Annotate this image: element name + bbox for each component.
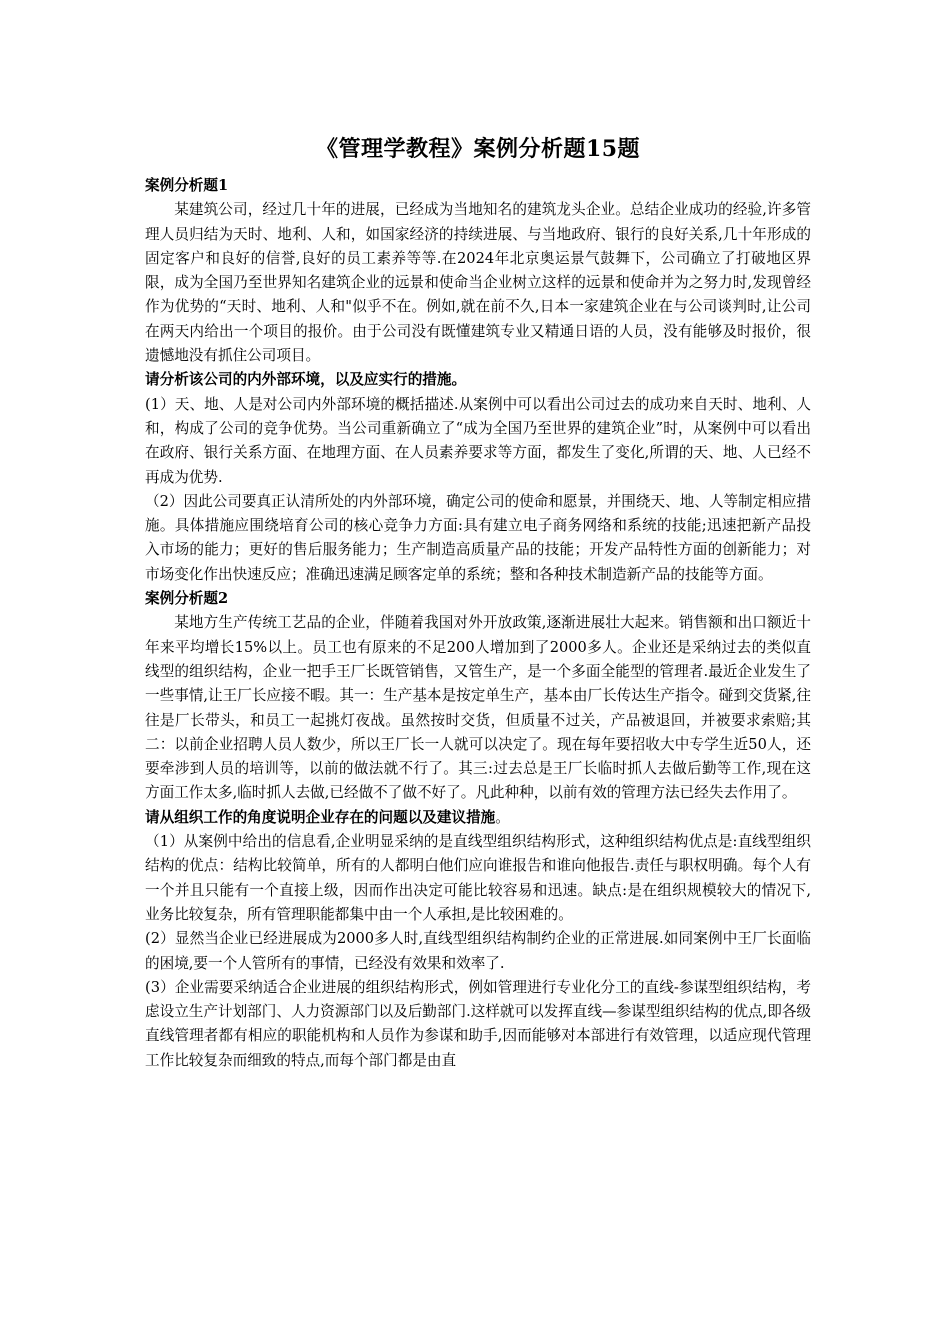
case1-heading: 案例分析题1 bbox=[145, 177, 229, 194]
case2-question-tail: 。 bbox=[495, 808, 510, 826]
case2-heading: 案例分析题2 bbox=[145, 590, 229, 608]
document-content bbox=[145, 132, 811, 1073]
case2-body: 某地方生产传统工艺品的企业，伴随着我国对外开放政策,逐渐进展壮大起来。销售额和出口额近十年来平均增长15%以上。员工也有原来的不足200人增加到了2000多人。企业还是采纳过去的类似直线型的组织结构，企业一把手王厂长既管销售，又管生产，是一个多面全能型的管理者.最近企业发生了一些事情,让王厂长应接不暇。其一：生产基本是按定单生产，基本由厂长传达生产指令。碰到交货紧,往往是厂长带头，和员工一起挑灯夜战。虽然按时交货，但质量不过关，产品被退回，并被要求索赔;其二：以前企业招聘人员人数少，所以王厂长一人就可以决定了。现在每年要招收大中专学生近50人，还要牵涉到人员的培训等，以前的做法就不行了。其三:过去总是王厂长临时抓人去做后勤等工作,现在这方面工作太多,临时抓人去做,已经做不了做不好了。凡此种种，以前有效的管理方法已经失去作用了。 bbox=[145, 614, 812, 802]
case1-question: 请分析该公司的内外部环境，以及应实行的措施。 bbox=[145, 371, 467, 389]
document-title: 《管理学教程》案例分析题15题 bbox=[315, 136, 641, 162]
case2-answer-1: （1）从案例中给出的信息看,企业明显采纳的是直线型组织结构形式，这种组织结构优点是:直线型组织结构的优点：结构比较简单，所有的人都明白他们应向谁报告和谁向他报告.责任与职权明确。每个人有一个并且只能有一个直接上级，因而作出决定可能比较容易和迅速。缺点:是在组织规模较大的情况下,业务比较复杂，所有管理职能都集中由一个人承担,是比较困难的。 bbox=[145, 833, 811, 923]
case2-question: 请从组织工作的角度说明企业存在的问题以及建议措施 bbox=[145, 808, 496, 826]
case1-answer-2: （2）因此公司要真正认清所处的内外部环境，确定公司的使命和愿景，并围绕天、地、人等制定相应措施。具体措施应围绕培育公司的核心竞争力方面:具有建立电子商务网络和系统的技能;迅速把新产品投入市场的能力；更好的售后服务能力；生产制造高质量产品的技能；开发产品特性方面的创新能力；对市场变化作出快速反应；准确迅速满足顾客定单的系统；整和各种技术制造新产品的技能等方面。 bbox=[145, 492, 812, 583]
case1-body: 某建筑公司，经过几十年的进展，已经成为当地知名的建筑龙头企业。总结企业成功的经验,许多管理人员归结为天时、地利、人和，如国家经济的持续进展、与当地政府、银行的良好关系,几十年形成的固定客户和良好的信誉,良好的员工素养等等.在2024年北京奥运景气鼓舞下，公司确立了打破地区界限，成为全国乃至世界知名建筑企业的远景和使命当企业树立这样的远景和使命并为之努力时,发现曾经作为优势的“天时、地利、人和"似乎不在。例如,就在前不久,日本一家建筑企业在与公司谈判时,让公司在两天内给出一个项目的报价。由于公司没有既懂建筑专业又精通日语的人员，没有能够及时报价，很遗憾地没有抓住公司项目。 bbox=[145, 201, 811, 365]
case1-answer-1: (1）天、地、人是对公司内外部环境的概括描述.从案例中可以看出公司过去的成功来自天时、地利、人和，构成了公司的竞争优势。当公司重新确立了“成为全国乃至世界的建筑企业”时，从案例中可以看出在政府、银行关系方面、在地理方面、在人员素养要求等方面，都发生了变化,所谓的天、地、人已经不再成为优势. bbox=[145, 395, 811, 486]
case2-answer-2: (2）显然当企业已经进展成为2000多人时,直线型组织结构制约企业的正常进展.如同案例中王厂长面临的困境,要一个人管所有的事情，已经没有效果和效率了. bbox=[145, 930, 811, 972]
case2-question-line bbox=[145, 806, 811, 830]
case2-answer-3: (3）企业需要采纳适合企业进展的组织结构形式，例如管理进行专业化分工的直线-参谋型组织结构，考虑设立生产计划部门、人力资源部门以及后勤部门.这样就可以发挥直线—参谋型组织结构的优点,即各级直线管理者都有相应的职能机构和人员作为参谋和助手,因而能够对本部进行有效管理，以适应现代管理工作比较复杂而细致的特点,而每个部门都是由直 bbox=[145, 978, 812, 1069]
